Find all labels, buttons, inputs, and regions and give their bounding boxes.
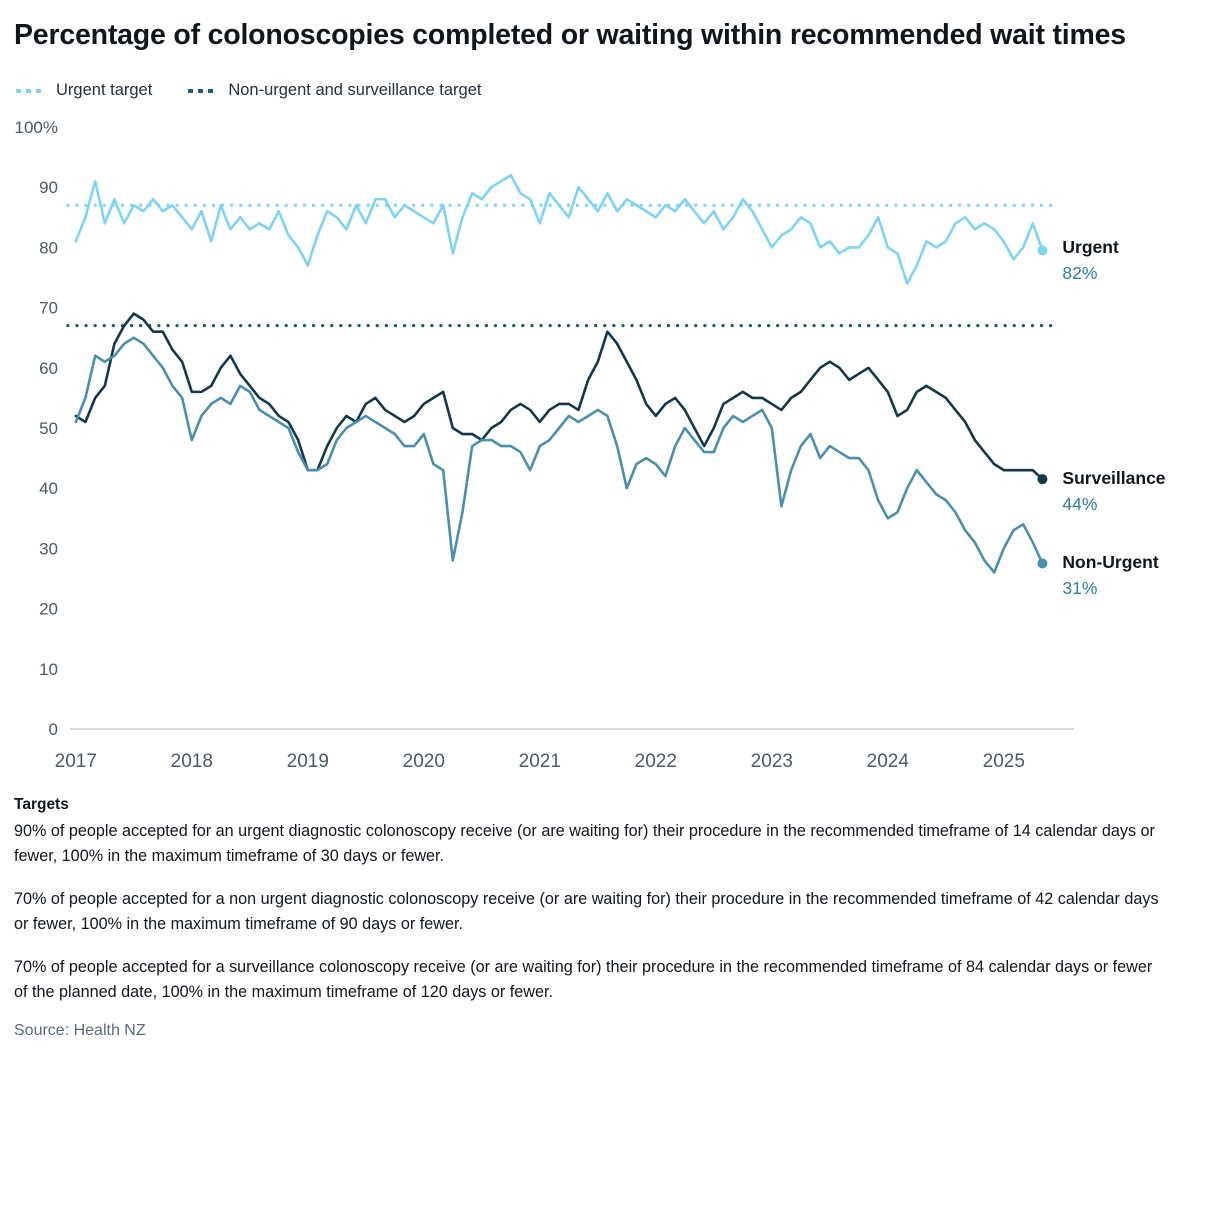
y-axis-tick-label: 40 [39, 478, 58, 498]
series-label-surveillance: Surveillance [1062, 467, 1166, 488]
target-note-non-urgent: 70% of people accepted for a non urgent diagnostic colonoscopy receive (or are waiting for) their procedure in the recommended timeframe of 42 calendar days or fewer, 100% in the maximum timeframe of 90 days or fewer. [14, 890, 1159, 934]
x-axis-tick-label: 2025 [982, 750, 1025, 772]
series-value-non-urgent: 31% [1062, 578, 1098, 599]
y-axis-tick-label: 50 [39, 418, 58, 438]
page-title: Percentage of colonoscopies completed or waiting within recommended wait times [14, 19, 1126, 51]
x-axis-tick-label: 2023 [750, 750, 793, 772]
y-axis-tick-label: 80 [39, 238, 58, 258]
legend-item-nonurgent-surveillance-target [188, 81, 481, 100]
series-end-marker [1037, 474, 1047, 484]
dotted-line-icon [16, 89, 46, 93]
x-axis-tick-label: 2018 [170, 750, 213, 772]
legend-label: Non-urgent and surveillance target [228, 81, 482, 100]
series-line [76, 313, 1043, 479]
y-axis-tick-label: 60 [39, 358, 58, 378]
y-axis-tick-label: 20 [39, 599, 58, 619]
x-axis-tick-label: 2019 [286, 750, 329, 772]
y-axis-tick-label: 0 [48, 719, 58, 739]
x-axis-tick-label: 2021 [518, 750, 561, 772]
targets-notes [14, 793, 1206, 1044]
series-label-non-urgent: Non-Urgent [1062, 552, 1159, 573]
series-line [76, 175, 1043, 283]
x-axis-tick-label: 2017 [54, 750, 97, 772]
source-text: Source: Health NZ [14, 1022, 146, 1040]
y-axis-tick-label: 10 [39, 659, 58, 679]
legend [16, 79, 1206, 103]
target-note-urgent: 90% of people accepted for an urgent diagnostic colonoscopy receive (or are waiting for) their procedure in the recommended timeframe of 14 calendar days or fewer, 100% in the maximum timeframe of 30 days or fewer. [14, 821, 1155, 865]
series-line [76, 337, 1043, 572]
series-label-urgent: Urgent [1062, 237, 1119, 258]
y-axis-tick-label: 100% [14, 117, 58, 137]
legend-item-urgent-target [16, 81, 152, 100]
series-value-surveillance: 44% [1062, 493, 1098, 514]
y-axis-tick-label: 70 [39, 298, 58, 318]
y-axis-tick-label: 30 [39, 539, 58, 559]
series-end-marker [1037, 558, 1047, 568]
x-axis-tick-label: 2020 [402, 750, 445, 772]
dotted-line-icon [188, 89, 218, 93]
chart-page [0, 18, 1220, 1220]
legend-label: Urgent target [56, 81, 153, 100]
line-chart [14, 117, 1206, 787]
y-axis-tick-label: 90 [39, 177, 58, 197]
chart-canvas [14, 117, 1206, 787]
targets-heading: Targets [14, 795, 69, 813]
series-value-urgent: 82% [1062, 263, 1098, 284]
target-note-surveillance: 70% of people accepted for a surveillance colonoscopy receive (or are waiting for) their procedure in the recommended timeframe of 84 calendar days or fewer of the planned date, 100% in the maximum timeframe of 120 days or fewer. [14, 958, 1153, 1002]
series-end-marker [1037, 245, 1047, 255]
x-axis-tick-label: 2022 [634, 750, 677, 772]
x-axis-tick-label: 2024 [866, 750, 909, 772]
